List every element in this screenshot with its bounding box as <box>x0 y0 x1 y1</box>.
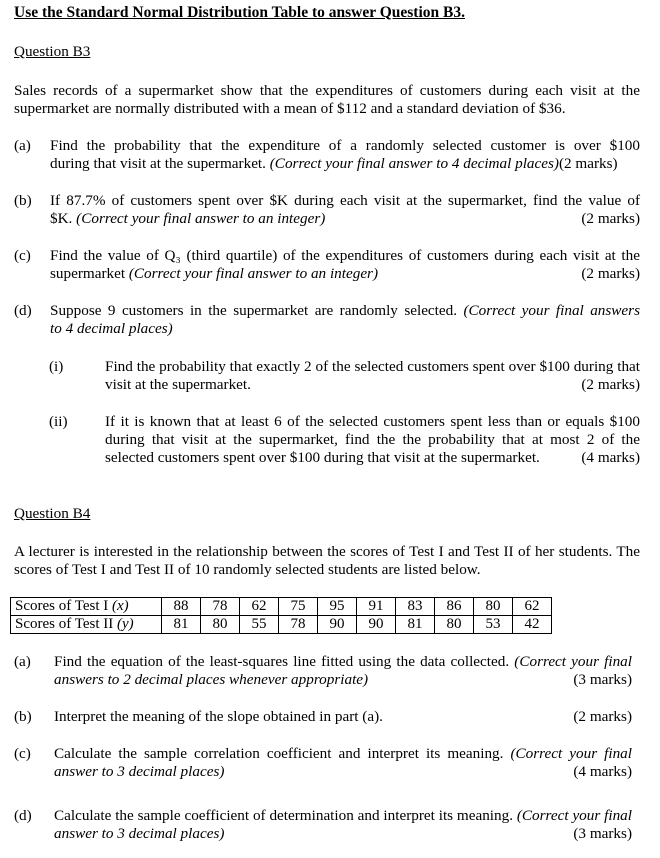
table-cell: 62 <box>513 598 552 616</box>
part-text-line1: If 87.7% of customers spent over $K during each visit at the supermarket, find the value of <box>50 192 640 209</box>
part-text-line2: $K. <box>50 210 77 227</box>
table-cell: 78 <box>279 616 318 634</box>
table-row-test2 <box>11 616 552 634</box>
part-text-line1: Suppose 9 customers in the supermarket are randomly selected. <box>50 302 464 319</box>
part-marks: (2 marks) <box>581 210 640 227</box>
part-instruction: (Correct your final answer to 4 decimal places) <box>269 155 559 172</box>
table-cell: 81 <box>396 616 435 634</box>
subpart-text: If it is known that at least 6 of the selected customers spent less than or equals $100 during that visit at the supermarket, find the the probability that at most 2 of the selected customers spent over $100 during that visit at the supermarket. <box>105 413 640 466</box>
part-text: Interpret the meaning of the slope obtained in part (a). <box>54 708 383 725</box>
subpart-label: (ii) <box>49 413 68 430</box>
part-label: (c) <box>14 745 31 762</box>
question-b3-title: Question B3 <box>14 43 91 60</box>
part-marks: (2 marks) <box>573 708 632 725</box>
table-cell: 83 <box>396 598 435 616</box>
part-label: (c) <box>14 247 31 264</box>
subpart-marks: (2 marks) <box>581 376 640 393</box>
page-heading: Use the Standard Normal Distribution Table to answer Question B3. <box>14 4 465 21</box>
table-cell: 53 <box>474 616 513 634</box>
part-text-line1: Find the probability that the expenditure of a randomly selected customer is over $100 <box>50 137 640 154</box>
part-label: (d) <box>14 807 32 824</box>
row-header-test2: Scores of Test II (y) <box>11 616 162 634</box>
part-instruction: (Correct your final answer to 3 decimal places) <box>54 745 632 780</box>
part-instruction: (Correct your final answer to 3 decimal places) <box>54 807 632 842</box>
part-marks: (3 marks) <box>573 671 632 688</box>
part-label: (b) <box>14 192 32 209</box>
table-cell: 78 <box>201 598 240 616</box>
question-b3-intro: Sales records of a supermarket show that the expenditures of customers during each visit at the supermarket are normally distributed with a mean of $112 and a standard deviation of $36. <box>14 82 640 117</box>
part-label: (a) <box>14 653 31 670</box>
subpart-label: (i) <box>49 358 64 375</box>
part-text-line2: supermarket <box>50 265 129 282</box>
table-cell: 80 <box>474 598 513 616</box>
table-cell: 91 <box>357 598 396 616</box>
part-text-line1: Find the value of Q₃ (third quartile) of the expenditures of customers during each visit at the <box>50 247 640 264</box>
question-b4-title: Question B4 <box>14 505 91 522</box>
table-cell: 62 <box>240 598 279 616</box>
subpart-marks: (4 marks) <box>581 449 640 466</box>
part-text: Calculate the sample correlation coefficient and interpret its meaning. <box>54 745 511 762</box>
part-marks: (2 marks) <box>558 155 618 172</box>
table-row-test1 <box>11 598 552 616</box>
part-label: (b) <box>14 708 32 725</box>
table-cell: 75 <box>279 598 318 616</box>
table-cell: 95 <box>318 598 357 616</box>
part-instruction-cont: to 4 decimal places) <box>50 320 173 337</box>
part-text: Find the equation of the least-squares line fitted using the data collected. <box>54 653 515 670</box>
row-header-test1: Scores of Test I (x) <box>11 598 162 616</box>
part-label: (d) <box>14 302 32 319</box>
table-cell: 80 <box>435 616 474 634</box>
table-cell: 55 <box>240 616 279 634</box>
scores-table <box>10 597 552 634</box>
table-cell: 90 <box>318 616 357 634</box>
part-marks: (4 marks) <box>573 763 632 780</box>
part-text-line2: during that visit at the supermarket. <box>50 155 270 172</box>
table-cell: 80 <box>201 616 240 634</box>
table-cell: 86 <box>435 598 474 616</box>
table-cell: 81 <box>162 616 201 634</box>
table-cell: 88 <box>162 598 201 616</box>
table-cell: 42 <box>513 616 552 634</box>
table-cell: 90 <box>357 616 396 634</box>
part-marks: (3 marks) <box>573 825 632 842</box>
part-label: (a) <box>14 137 31 154</box>
part-marks: (2 marks) <box>581 265 640 282</box>
part-text: Calculate the sample coefficient of determination and interpret its meaning. <box>54 807 517 824</box>
part-instruction: (Correct your final answers <box>463 302 640 319</box>
part-instruction: (Correct your final answer to an integer) <box>128 265 379 282</box>
subpart-text: Find the probability that exactly 2 of the selected customers spent over $100 during that visit at the supermarket. <box>105 358 640 393</box>
part-instruction: (Correct your final answers to 2 decimal places whenever appropriate) <box>54 653 632 688</box>
part-instruction: (Correct your final answer to an integer) <box>76 210 326 227</box>
question-b4-intro: A lecturer is interested in the relationship between the scores of Test I and Test II of her students. The scores of Test I and Test II of 10 randomly selected students are listed below. <box>14 543 640 578</box>
